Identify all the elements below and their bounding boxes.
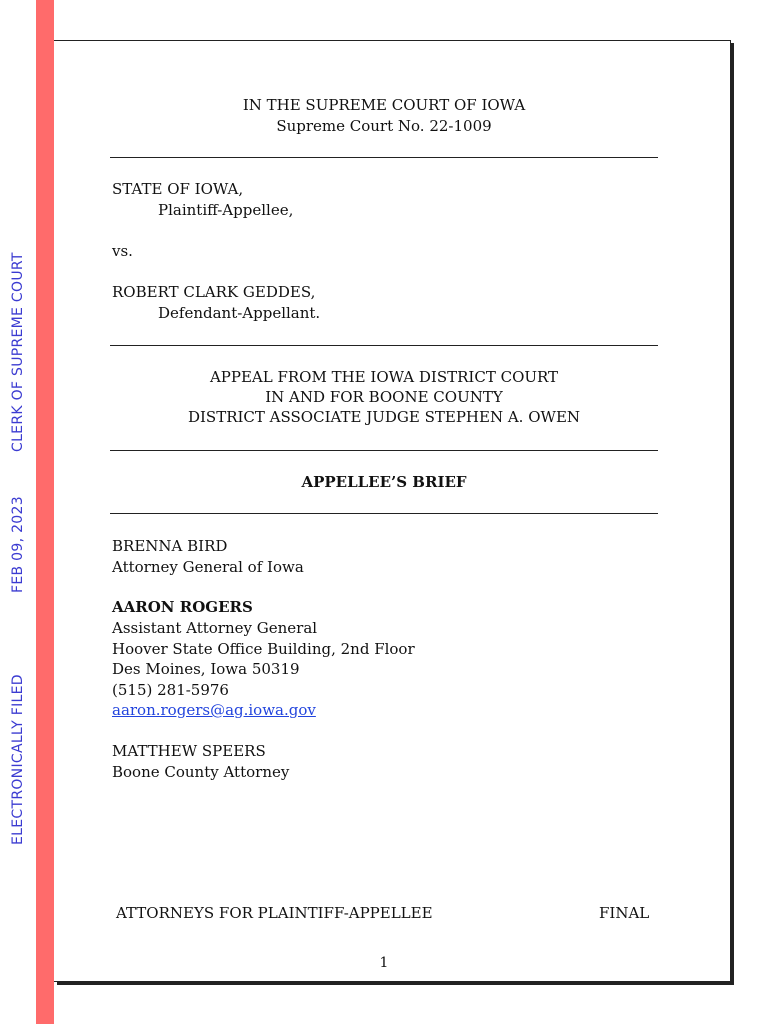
address-line-1: Hoover State Office Building, 2nd Floor [112, 640, 415, 658]
divider [110, 157, 658, 158]
email-link[interactable]: aaron.rogers@ag.iowa.gov [112, 701, 316, 719]
stamp-clerk: CLERK OF SUPREME COURT [10, 252, 26, 452]
filing-stamp-stripe [36, 0, 54, 1024]
aag-name: AARON ROGERS [112, 598, 253, 616]
divider [110, 450, 658, 451]
phone-number: (515) 281-5976 [112, 681, 229, 699]
plaintiff-role: Plaintiff-Appellee, [158, 201, 294, 219]
stamp-filed: ELECTRONICALLY FILED [10, 674, 26, 845]
ag-title: Attorney General of Iowa [112, 558, 304, 576]
filing-stamp [8, 0, 28, 1024]
aag-title: Assistant Attorney General [112, 619, 318, 637]
versus: vs. [112, 242, 133, 260]
attorneys-for: ATTORNEYS FOR PLAINTIFF-APPELLEE [116, 904, 433, 922]
appeal-line-1: APPEAL FROM THE IOWA DISTRICT COURT [209, 368, 559, 386]
appeal-line-2: IN AND FOR BOONE COUNTY [265, 388, 503, 406]
case-number: Supreme Court No. 22-1009 [276, 117, 492, 135]
court-heading: IN THE SUPREME COURT OF IOWA [242, 96, 526, 114]
address-line-2: Des Moines, Iowa 50319 [112, 660, 300, 678]
county-attorney-name: MATTHEW SPEERS [112, 742, 266, 760]
final-label: FINAL [599, 904, 650, 922]
divider [110, 345, 658, 346]
page-number: 1 [379, 955, 389, 971]
defendant-name: ROBERT CLARK GEDDES, [112, 283, 316, 301]
appeal-line-3: DISTRICT ASSOCIATE JUDGE STEPHEN A. OWEN [187, 408, 581, 426]
stamp-date: FEB 09, 2023 [10, 496, 26, 593]
plaintiff-name: STATE OF IOWA, [112, 180, 244, 198]
county-attorney-title: Boone County Attorney [112, 763, 290, 781]
brief-title: APPELLEE’S BRIEF [301, 473, 467, 491]
ag-name: BRENNA BIRD [112, 537, 228, 555]
defendant-role: Defendant-Appellant. [158, 304, 321, 322]
document-page [54, 40, 731, 982]
divider [110, 513, 658, 514]
